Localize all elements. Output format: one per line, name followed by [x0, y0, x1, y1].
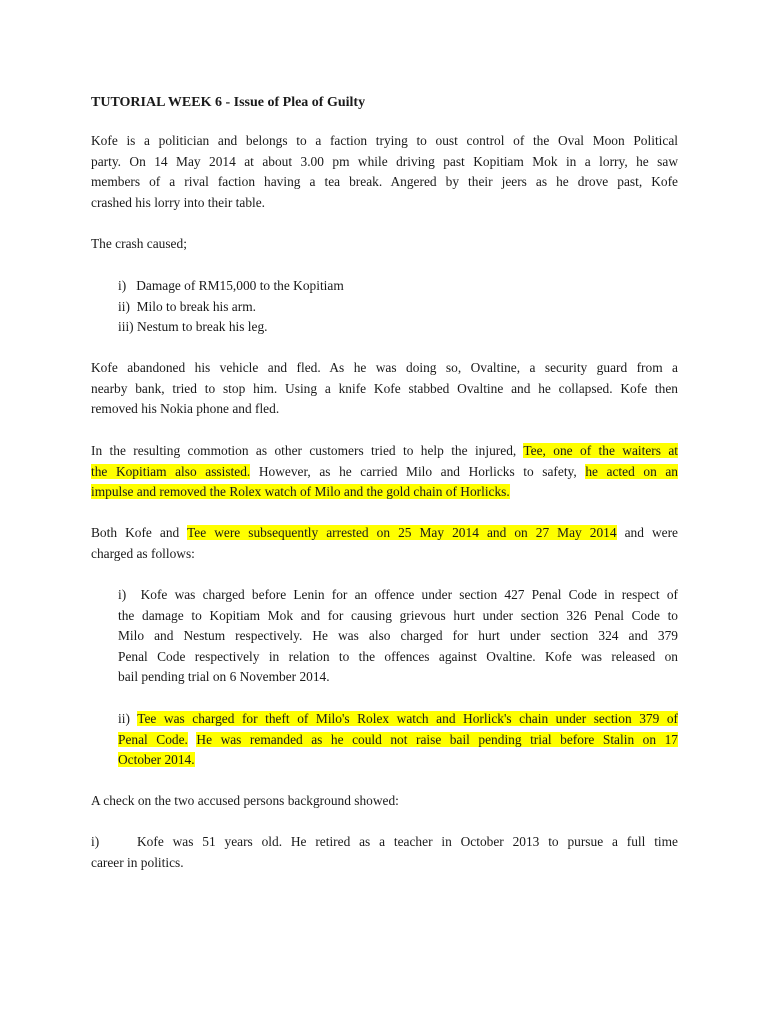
text-line: bail pending trial on 6 November 2014. [118, 669, 330, 684]
highlighted-text: the Kopitiam also assisted. [91, 463, 251, 479]
text-line: Kofe was 51 years old. He retired as a teacher in October 2013 to pursue a full time [137, 834, 678, 849]
crash-caused-label: The crash caused; [91, 236, 187, 251]
text-line: crashed his lorry into their table. [91, 194, 266, 210]
text-line: Kofe abandoned his vehicle and fled. As he was doing so, Ovaltine, a security guard from a [91, 360, 678, 375]
background-item [91, 832, 678, 873]
highlighted-text: Penal Code. [118, 731, 188, 747]
highlighted-text: Tee was charged for theft of Milo's Rolex watch and Horlick's chain under section 379 of [137, 711, 678, 726]
text-line: removed his Nokia phone and fled. [91, 401, 280, 416]
text-line: Milo and Nestum respectively. He was also charged for hurt under section 324 and 379 [118, 628, 678, 643]
list-item: i) Damage of RM15,000 to the Kopitiam [118, 278, 344, 293]
text-segment: However, as he carried Milo and Horlicks to safety, [258, 463, 577, 479]
text-line: party. On 14 May 2014 at about 3.00 pm while driving past Kopitiam Mok in a lorry, he saw [91, 153, 678, 169]
text-line: Kofe is a politician and belongs to a faction trying to oust control of the Oval Moon Political [91, 133, 678, 148]
list-item: iii) Nestum to break his leg. [118, 319, 268, 334]
text-line: career in politics. [91, 854, 184, 870]
page-title: TUTORIAL WEEK 6 - Issue of Plea of Guilty [91, 95, 366, 110]
highlighted-text: impulse and removed the Rolex watch of Milo and the gold chain of Horlicks. [91, 484, 510, 499]
text-line [118, 750, 678, 771]
text-line: i) Kofe was charged before Lenin for an offence under section 427 Penal Code in respect of [118, 587, 678, 602]
text-line: Penal Code respectively in relation to the offences against Ovaltine. Kofe was released on [118, 648, 678, 664]
text-segment: and were [624, 525, 679, 540]
charge-two-paragraph [118, 709, 678, 771]
text-line [118, 730, 678, 751]
text-line [91, 523, 678, 544]
text-line: members of a rival faction having a tea break. Angered by their jeers as he drove past, Kofe [91, 174, 678, 189]
text-line [91, 462, 678, 483]
text-line: nearby bank, tried to stop him. Using a knife Kofe stabbed Ovaltine and he collapsed. Kofe then [91, 380, 678, 396]
highlighted-text: he acted on an [585, 463, 678, 479]
text-line: the damage to Kopitiam Mok and for causing grievous hurt under section 326 Penal Code to [118, 607, 678, 623]
charge-one-paragraph [118, 585, 678, 688]
item-number: i) [91, 834, 100, 849]
highlighted-text: He was remanded as he could not raise bail pending trial before Stalin on 17 [196, 731, 678, 747]
text-segment: Both Kofe and [91, 525, 180, 540]
arrest-paragraph [91, 523, 678, 564]
highlighted-text: Tee, one of the waiters at [523, 443, 678, 458]
flee-paragraph [91, 358, 678, 420]
text-line [91, 441, 678, 462]
text-line [91, 482, 678, 503]
text-line [118, 709, 678, 730]
highlighted-text: Tee were subsequently arrested on 25 May 2014 and on 27 May 2014 [187, 525, 617, 540]
crash-list [118, 276, 344, 338]
text-segment: In the resulting commotion as other customers tried to help the injured, [91, 443, 517, 458]
text-line: charged as follows: [91, 545, 195, 561]
highlighted-text: October 2014. [118, 752, 195, 767]
intro-paragraph [91, 131, 678, 213]
list-item: ii) Milo to break his arm. [118, 298, 256, 314]
text-segment: ii) [118, 711, 130, 726]
background-check-label: A check on the two accused persons background showed: [91, 793, 399, 808]
commotion-paragraph [91, 441, 678, 503]
